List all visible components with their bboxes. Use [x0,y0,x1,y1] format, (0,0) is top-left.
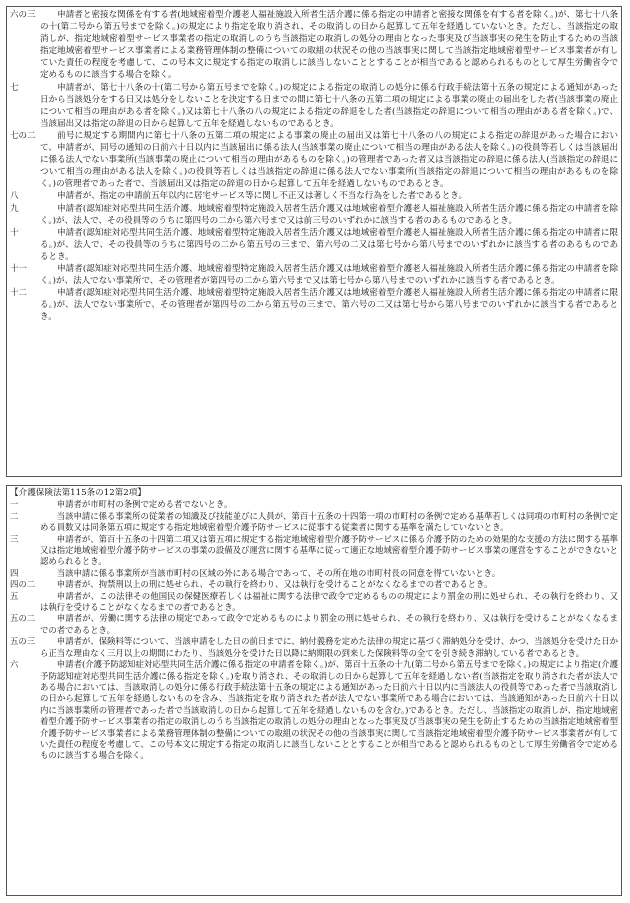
clause-text: 申請者が、指定の申請前五年以内に居宅サービス等に関し不正又は著しく不当な行為をした者であるとき。 [57,191,467,202]
clause-text: 申請者が、労働に関する法律の規定であって政令で定めるものにより罰金の刑に処せられ、その執行を終わり、又は執行を受けることがなくなるまでの者であるとき。 [40,613,618,635]
clause-text: 申請者と密接な関係を有する者(地域密着型介護老人福祉施設入所者生活介護に係る指定の申請者と密接な関係を有する者を除く。)が、第七十八条の十(第二号から第五号までを除く。)の規定により指定を取り消され、その取消しの日から起算して五年を経過していないとき。ただし、当該指定の取消しが、指定地域密着型サービス事業者の指定の取消しのうち当該指定の取消しの処分の理由となった事実及び当該事実の発生を防止するための当該指定地域密着型サービス事業者による業務管理体制の整備についての取組の状況その他の当該事実に関して当該指定地域密着型サービス事業者が有していた責任の程度を考慮して、この号本文に規定する指定の取消しに該当しないこととすることが相当であると認められるものとして厚生労働省令で定めるものに該当する場合を除く。 [40,10,618,81]
clause-item [10,203,618,227]
clause-text: 申請者(認知症対応型共同生活介護、地域密着型特定施設入居者生活介護又は地域密着型介護老人福祉施設入所者生活介護に係る指定の申請者に限る。)が、法人で、その役員等のうちに第四号の二から第五号の三まで、第六号の二又は第七号から第八号までのいずれかに該当する者のあるものであるとき。 [40,227,618,262]
clause-item [10,227,618,263]
clause-number: 九 [10,203,19,214]
clause-item [10,263,618,287]
clause-item [10,568,618,579]
clause-item [10,579,618,590]
clause-text: 申請者(認知症対応型共同生活介護、地域密着型特定施設入居者生活介護又は地域密着型介護老人福祉施設入所者生活介護に係る指定の申請者を除く。)が、法人で、その役員等のうちに第四号の二から第六号まで又は前三号のいずれかに該当する者のあるものであるとき。 [40,203,618,226]
clause-text: 申請者が、第七十八条の十(第二号から第五号までを除く。)の規定による指定の取消しの処分に係る行政手続法第十五条の規定による通知があった日から当該処分をする日又は処分をしないことを決定する日までの間に第七十八条の五第二項の規定による事業の廃止の届出をした者(当該事業の廃止について相当の理由がある者を除く。)又は第七十八条の八の規定による指定の辞退をした者(当該指定の辞退について相当の理由がある者を除く。)で、当該届出又は指定の辞退の日から起算して五年を経過しないものであるとき。 [40,82,618,129]
section-heading: 【介護保険法第115条の12第2項】 [10,488,146,498]
clause-item [10,287,618,323]
clause-number: 四 [10,567,19,578]
clause-text: 前号に規定する期間内に第七十八条の五第二項の規定による事業の廃止の届出又は第七十八条の八の規定による指定の辞退があった場合において、申請者が、同号の通知の日前六十日以内に当該届出に係る法人(当該事業の廃止について相当の理由がある法人を除く。)の役員等若しくは当該届出に係る法人でない事業所(当該事業の廃止について相当の理由があるものを除く。)の管理者であった者又は当該指定の辞退に係る法人(当該指定の辞退について相当の理由がある法人を除く。)の役員等若しくは当該指定の辞退に係る法人でない事業所(当該指定の辞退について相当の理由があるものを除く。)の管理者であった者で、当該届出又は指定の辞退の日から起算して五年を経過しないものであるとき。 [40,130,618,190]
clause-number: 十二 [10,288,28,299]
clause-text: 当該申請に係る事業所が当該市町村の区域の外にある場合であって、その所在地の市町村長の同意を得ていないとき。 [56,567,501,578]
clause-number: 六の三 [10,10,36,20]
clause-text: 申請者(認知症対応型共同生活介護、地域密着型特定施設入居者生活介護又は地域密着型介護老人福祉施設入所者生活介護に係る指定の申請者に限る。)が、法人でない事業所で、その管理者が第四号の二から第五号の三まで、第六号の二又は第七号から第八号までのいずれかに該当する者であるとき。 [40,288,618,323]
clause-number: 一 [10,499,19,510]
clause-item [10,636,618,659]
statute-box-lower [6,485,622,896]
clause-number: 四の二 [10,579,36,590]
clause-item [10,499,618,510]
clause-number: 五の三 [10,636,36,647]
clause-number: 二 [10,510,19,521]
clause-item [10,613,618,636]
clause-list [10,499,618,761]
clause-item [10,82,618,130]
clause-item [10,534,618,568]
clause-text: 当該申請に係る事業所の従業者の知識及び技能並びに人員が、第百十五条の十四第一項の市町村の条例で定める基準若しくは同項の市町村の条例で定める員数又は同条第五項に規定する指定地域密着型介護予防サービスに従事する従業者に関する基準を満たしていないとき。 [40,510,618,533]
clause-item [10,130,618,190]
clause-text: 申請者が、第百十五条の十四第二項又は第五項に規定する指定地域密着型介護予防サービスに係る介護予防のための効果的な支援の方法に関する基準又は指定地域密着型介護予防サービスの事業の設備及び運営に関する基準に従って適正な地域密着型介護予防サービス事業の運営をすることができないと認められるとき。 [40,533,618,567]
clause-text: 申請者(認知症対応型共同生活介護、地域密着型特定施設入居者生活介護又は地域密着型介護老人福祉施設入所者生活介護に係る指定の申請者を除く。)が、法人でない事業所で、その管理者が第四号の二から第六号まで又は第七号から第八号までのいずれかに該当する者であるとき。 [40,263,618,287]
clause-number: 十 [10,227,19,238]
clause-item [10,591,618,614]
clause-number: 五の二 [10,613,36,624]
clause-number: 十一 [10,263,28,274]
clause-item [10,659,618,762]
clause-text: 申請者が、拘禁刑以上の刑に処せられ、その執行を終わり、又は執行を受けることがなくなるまでの者であるとき。 [56,579,493,590]
clause-text: 申請者が、この法律その他国民の保健医療若しくは福祉に関する法律で政令で定めるものの規定により罰金の刑に処せられ、その執行を終わり、又は執行を受けることがなくなるまでの者であるとき。 [40,590,618,613]
clause-number: 三 [10,533,19,544]
clause-item [10,511,618,534]
clause-text: 申請者(介護予防認知症対応型共同生活介護に係る指定の申請者を除く。)が、第百十五条の十九(第二号から第五号までを除く。)の規定により指定(介護予防認知症対応型共同生活介護に係る指定を除く。)を取り消され、その取消しの日から起算して五年を経過しない者(当該指定を取り消された者が法人である場合においては、当該取消しの処分に係る行政手続法第十五条の規定による通知があった日前六十日以内に当該法人の役員等であった者で当該取消しの日から起算して五年を経過しないものを含み、当該指定を取り消された者が法人でない事業所である場合においては、当該通知があった日前六十日以内に当該事業所の管理者であった者で当該取消しの日から起算して五年を経過しないものを含む。)であるとき。ただし、当該指定の取消しが、指定地域密着型介護予防サービス事業者の指定の取消しのうち当該指定の取消しの処分の理由となった事実及び当該事実の発生を防止するための当該指定地域密着型介護予防サービス事業者による業務管理体制の整備についての取組の状況その他の当該事実に関して当該指定地域密着型介護予防サービス事業者が有していた責任の程度を考慮して、この号本文に規定する指定の取消しに該当しないこととすることが相当であると認められるものとして厚生労働省令で定めるものに該当する場合を除く。 [40,659,618,761]
clause-list [10,9,618,323]
clause-number: 五 [10,590,19,601]
clause-text: 申請者が市町村の条例で定める者でないとき。 [56,499,233,510]
clause-number: 七 [10,82,19,93]
clause-text: 申請者が、保険料等について、当該申請をした日の前日までに、納付義務を定めた法律の規定に基づく滞納処分を受け、かつ、当該処分を受けた日から正当な理由なく三月以上の期間にわたり、当該処分を受けた日以降に納期限の到来した保険料等の全てを引き続き滞納している者であるとき。 [40,636,618,658]
clause-item [10,9,618,82]
clause-number: 七の二 [10,130,36,141]
clause-number: 八 [10,191,19,202]
clause-number: 六 [10,659,19,670]
clause-item [10,190,618,202]
statute-box-upper [6,6,622,477]
